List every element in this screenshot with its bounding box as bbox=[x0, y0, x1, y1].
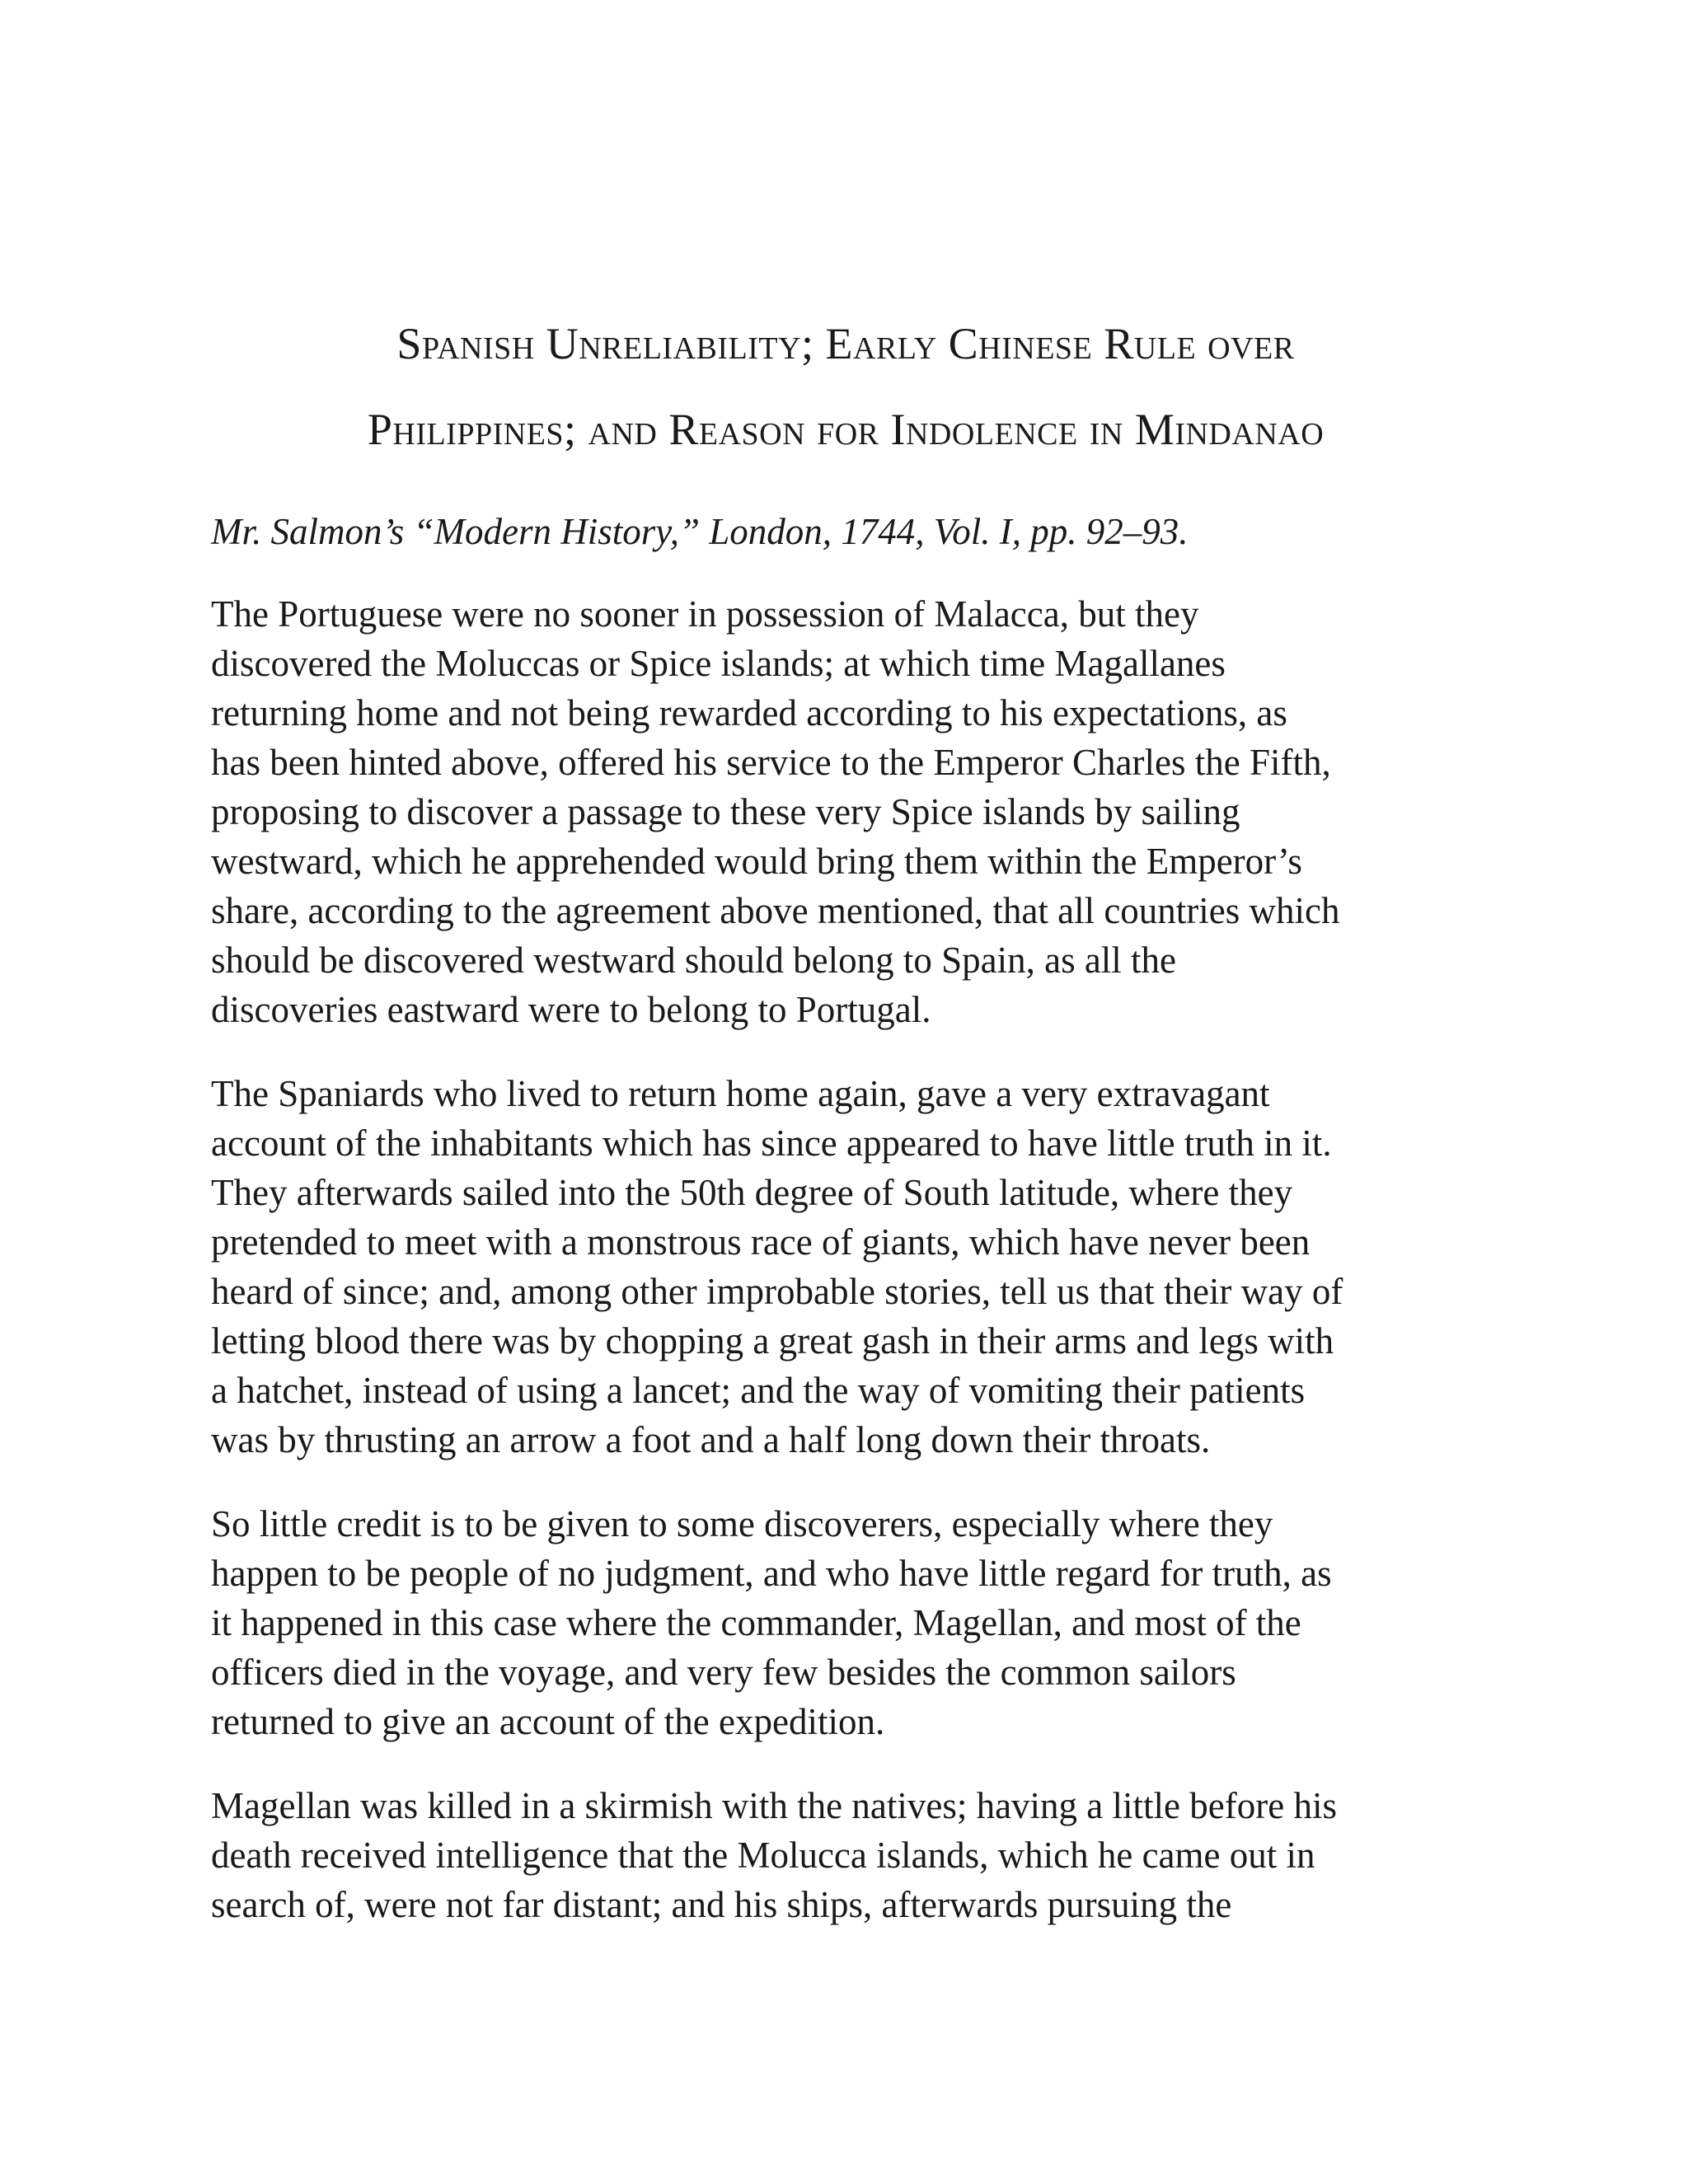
text-line: account of the inhabitants which has since appeared to have little truth in it. bbox=[211, 1122, 1332, 1164]
document-page bbox=[211, 301, 1480, 1964]
text-line: returned to give an account of the expedition. bbox=[211, 1701, 885, 1742]
text-line: Magellan was killed in a skirmish with the natives; having a little before his bbox=[211, 1785, 1337, 1826]
text-line: happen to be people of no judgment, and who have little regard for truth, as bbox=[211, 1553, 1332, 1594]
text-line: search of, were not far distant; and his ships, afterwards pursuing the bbox=[211, 1884, 1232, 1925]
text-line: proposing to discover a passage to these very Spice islands by sailing bbox=[211, 791, 1240, 832]
text-line: westward, which he apprehended would bring them within the Emperor’s bbox=[211, 841, 1302, 882]
paragraph-2 bbox=[211, 1069, 1480, 1465]
text-line: pretended to meet with a monstrous race of giants, which have never been bbox=[211, 1221, 1311, 1263]
text-line: The Spaniards who lived to return home again, gave a very extravagant bbox=[211, 1073, 1270, 1114]
text-line: share, according to the agreement above mentioned, that all countries which bbox=[211, 890, 1340, 931]
text-line: death received intelligence that the Molucca islands, which he came out in bbox=[211, 1835, 1315, 1876]
paragraph-1 bbox=[211, 589, 1480, 1034]
text-line: officers died in the voyage, and very few besides the common sailors bbox=[211, 1652, 1236, 1693]
text-line: They afterwards sailed into the 50th degree of South latitude, where they bbox=[211, 1172, 1293, 1213]
document-title bbox=[211, 301, 1480, 472]
text-line: So little credit is to be given to some discoverers, especially where they bbox=[211, 1503, 1273, 1544]
title-line: Spanish Unreliability; Early Chinese Rule over bbox=[396, 319, 1295, 368]
text-line: a hatchet, instead of using a lancet; and the way of vomiting their patients bbox=[211, 1370, 1306, 1411]
paragraph-3 bbox=[211, 1499, 1480, 1746]
text-line: discovered the Moluccas or Spice islands; at which time Magallanes bbox=[211, 643, 1226, 684]
text-line: returning home and not being rewarded according to his expectations, as bbox=[211, 692, 1287, 733]
paragraph-4 bbox=[211, 1781, 1480, 1929]
text-line: was by thrusting an arrow a foot and a half long down their throats. bbox=[211, 1419, 1211, 1460]
source-citation: Mr. Salmon’s “Modern History,” London, 1744, Vol. I, pp. 92–93. bbox=[211, 511, 1189, 552]
title-line: Philippines; and Reason for Indolence in Mindanao bbox=[367, 405, 1325, 454]
text-line: The Portuguese were no sooner in possession of Malacca, but they bbox=[211, 593, 1199, 635]
text-line: discoveries eastward were to belong to Portugal. bbox=[211, 989, 931, 1030]
text-line: has been hinted above, offered his service to the Emperor Charles the Fifth, bbox=[211, 742, 1331, 783]
text-line: it happened in this case where the commander, Magellan, and most of the bbox=[211, 1602, 1301, 1643]
text-line: letting blood there was by chopping a great gash in their arms and legs with bbox=[211, 1320, 1334, 1361]
text-line: heard of since; and, among other improbable stories, tell us that their way of bbox=[211, 1271, 1343, 1312]
text-line: should be discovered westward should belong to Spain, as all the bbox=[211, 940, 1177, 981]
